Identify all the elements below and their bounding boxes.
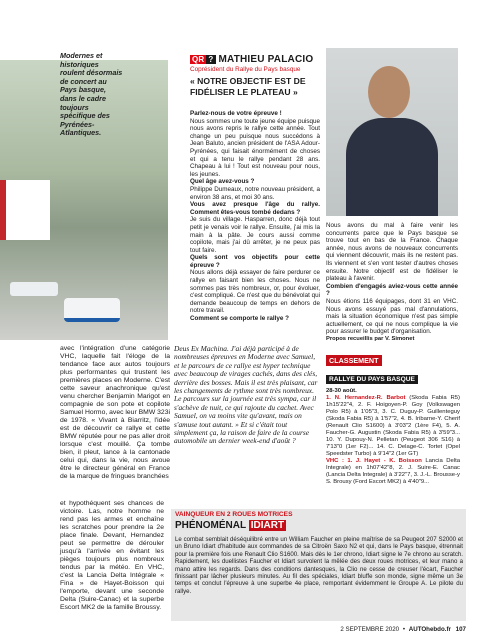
photo-portrait (326, 48, 458, 216)
classement-results: (Skoda Fabia R5) 1h15'22"4, 2. F. Hoigoyen-P. Goy (Volkswagen Polo R5) à 1'05"3, 3. C. Duguy-P. Guillenteguy (Skoda Fabia R5) à 1'57"2, 4. B. Iribarne-Y. Cherif (Renault Clio S1600) à 3'03"2 (1ère F4), 5. A. Faucher-G. Augustin (Skoda Fabia R5) à 3'59"3... 10. Y. Dupouy-N. Pelletan (Peugeot 306 S16) à 7'13"0 (1er F2)... 14. C. Delage-C. Tortet (Opel Speedster Turbo) à 9'14"2 (1er GT) (326, 395, 460, 457)
qr-column-1 (190, 110, 320, 323)
footer-site: AUTOhebdo.fr (408, 626, 451, 633)
jacket-shape (346, 118, 438, 216)
vainqueur-name: IDIART (250, 520, 285, 531)
classement-date: 28-30 août. (326, 388, 357, 394)
qr-headline: NOTRE OBJECTIF EST DE FIDÉLISER LE PLATEAU (190, 76, 306, 97)
qr-column-2 (326, 222, 458, 344)
classement-box (326, 350, 460, 486)
qr-answer: Nous avons du mal à faire venir les concurrents parce que le Pays basque se trouve tout en bas de la France. Chaque année, nous avons de nouveaux concurrents qui viennent découvrir, mais ils ne restent pas. Ils viennent et s'en vont tester d'autres choses ensuite. Notre objectif est de fidéliser le plateau à l'avenir. (326, 222, 458, 283)
qr-answer: Nous étions 116 équipages, dont 31 en VHC. Nous avons essuyé pas mal d'annulations, mais la situation économique n'est pas simple actuellement, ce qui ne nous complique la vie pour assurer le budget d'organisation. (326, 297, 458, 336)
house-shape (0, 180, 50, 240)
vhc-winner-name: VHC : 1. J. Hayet - K. Boisson (326, 458, 422, 464)
car-shape (10, 282, 58, 296)
qr-question: Vous avez presque l'âge du rallye. Comment êtes-vous tombé dedans ? (190, 201, 320, 216)
bmw-car-shape (64, 298, 120, 322)
vainqueur-box (171, 509, 466, 621)
vhc-results: Lancia Delta Integrale) en 1h07'42"8, 2. J. Suire-E. Canac (Lancia Delta Integrale) à 3'22"7, 3. J.-L. Brousse-y S. Brousy (Ford Escort MK2) à 4'40"9... (326, 458, 460, 485)
vainqueur-title: PHÉNOMÉNAL (175, 520, 249, 531)
article-column-1: avec l'intégration d'une catégorie VHC, laquelle fait l'éloge de la tendance face aux autos toujours plus performantes qui trustent les premières places en Moderne. C'est cette saveur anachronique qu'est venu chercher Benjamin Marigot en compagnie de son pote et copilote Samuel Hormo, avec leur BMW 323i de 1978. « Vivant à Biarritz, l'idée est de découvrir ce rallye et cette BMW réputée pour ne pas aller droit lorsque c'est mouillé. Ça tombe bien, il pleut, lance à la cantonade celui qui, dans la vie, nous avoue être le directeur général en France de la marque de fringues branchées (60, 345, 170, 480)
qr-tag: QR (192, 55, 205, 64)
qr-question: Quel âge avez-vous ? (190, 178, 255, 186)
article-column-2-quote: Deus Ex Machina. J'ai déjà participé à de nombreuses épreuves en Moderne avec Samuel, et le parcours de ce rallye est hyper technique avec beaucoup de virages cachés, dans des clés, derrière des bosses. Mais il est très plaisant, car les changements de rythme sont très nombreux. Le parcours sur la journée est très sympa, car il s'achève de nuit, ce qui rajoute du cachet. Avec Samuel, on va moins vite qu'avant, mais on s'amuse tout autant. » Et si c'était tout simplement ça, la raison de faire de la course automobile un dernier week-end d'août ? (174, 344, 318, 446)
photo-caption: Modernes et historiques roulent désormais de concert au Pays basque, dans le cadre toujours spécifique des Pyrénées-Atlantiques. (60, 51, 123, 138)
interviewee-name: MATHIEU PALACIO (218, 54, 314, 65)
qr-credit: Propos recueillis par V. Simonet (326, 335, 415, 342)
qr-question: Quels sont vos objectifs pour cette épreuve ? (190, 254, 320, 269)
vainqueur-text: Le combat semblait déséquilibré entre un William Faucher en pleine maîtrise de sa Peugeot 207 S2000 et un Bruno Idiart d'habitude aux commandes de sa Citroën Saxo N2 et qui, dans le Pays basque, étrennait pour la première fois une Renault Clio S1600. Mais dès le 1er chrono, Idiart signe le 7e chrono au scratch. Rapidement, les duellistes Faucher et Idiart survolent la mêlée des deux roues motrices, et leur mano a mano attire les regards. Dans des conditions dantesques, la Clio ne cesse de creuser l'écart, Faucher finissant par lâcher plusieurs minutes. Au fil des spéciales, Idiart bluffe son monde, signe même un 3e temps et conclut l'épreuve à une superbe 4e place, remportant évidemment le Groupe A. Le pilote du rallye. (175, 536, 463, 595)
qr-question: Comment se comporte le rallye ? (190, 315, 290, 323)
winner-name: 1. N. Hernandez-R. Barbot (326, 395, 406, 401)
classement-kicker: CLASSEMENT (326, 355, 382, 366)
interviewee-role: Coprésident du Rallye du Pays basque (190, 66, 301, 73)
qr-answer: Nous sommes une toute jeune équipe puisque nous avons repris le rallye cette année. Tout change un peu puisque nous succédons à Jean Baluto, ancien président de l'ASA Adour-Pyrénées, qui faisait énormément de choses et qui a tenu le rallye pendant 28 ans. Chapeau à lui ! Tout est nouveau pour nous, les jeunes. (190, 117, 320, 178)
qr-answer: Philippe Dumeaux, notre nouveau président, a environ 38 ans, et moi 30 ans. (190, 185, 320, 201)
quote-open: « (190, 76, 195, 86)
qr-headline-block (190, 76, 320, 97)
qr-question: Parlez-nous de votre épreuve ! (190, 110, 282, 117)
vainqueur-kicker: VAINQUEUR EN 2 ROUES MOTRICES (175, 511, 293, 518)
qr-question: Combien d'engagés aviez-vous cette année ? (326, 282, 458, 298)
qr-header (190, 54, 320, 97)
qr-answer: Nous allons déjà essayer de faire perdurer ce rallye en faisant bien les choses. Nous ne sommes pas très nombreux, or, pour évoluer, c'est compliqué. Ce n'est que du bénévolat qui demande beaucoup de temps en dehors de notre travail. (190, 269, 320, 315)
page-number: 107 (455, 626, 466, 633)
qr-answer: Je suis du village. Hasparren, donc déjà tout petit je venais voir le rallye. Ensuite, j'ai mis la main à la pâte. Je cours aussi comme copilote, mais j'ai dû arrêter, je ne peux pas tout faire. (190, 216, 320, 254)
qr-tag-question: ? (208, 55, 214, 64)
classement-title: RALLYE DU PAYS BASQUE (326, 375, 418, 384)
footer-date: 2 SEPTEMBRE 2020 (340, 626, 400, 633)
page-footer: 2 SEPTEMBRE 2020 • AUTOhebdo.fr 107 (340, 626, 466, 633)
article-column-3: et hypothéquent ses chances de victoire. Las, notre homme ne rend pas les armes et enchaîne les scratches pour prendre la 2e place finale. Devant, Hernandez peut se permettre de dérouler jusqu'à l'arrivée en évitant les pièges toujours plus nombreux tendus par la météo. En VHC, c'est la Lancia Delta Intégrale « Fina » de Hayet-Boisson qui l'emporte, devant une seconde Delta (Suire-Canac) et la superbe Escort MK2 de la famille Broussy. (60, 500, 164, 611)
face-shape (368, 66, 410, 118)
quote-close: » (292, 86, 298, 97)
